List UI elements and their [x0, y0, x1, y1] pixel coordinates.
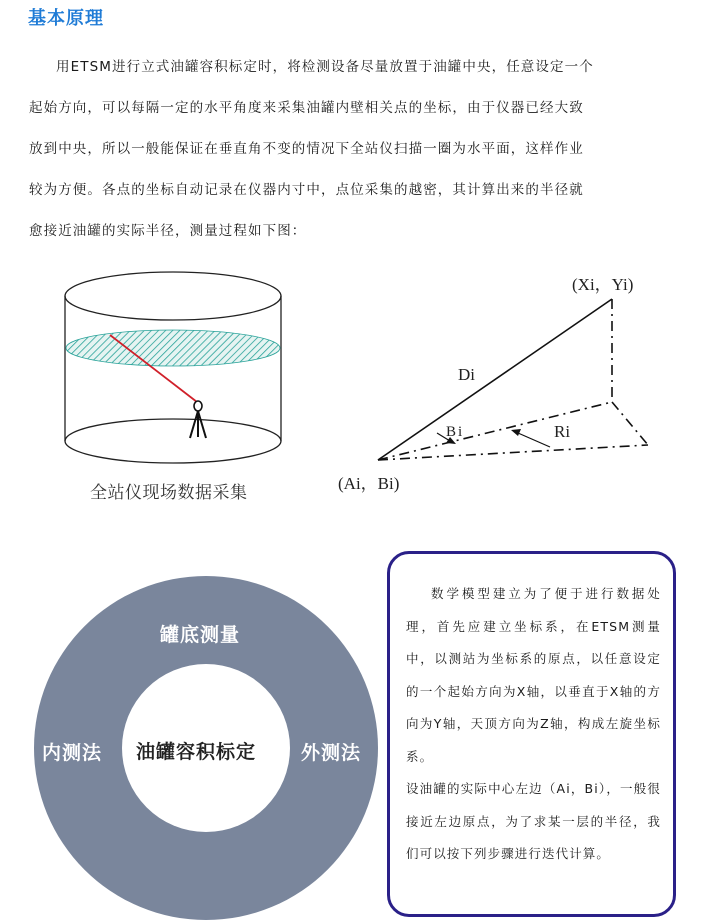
scan-plane — [66, 330, 280, 366]
section-title: 基本原理 — [28, 8, 104, 29]
ring-label-top: 罐底测量 — [160, 624, 241, 646]
label-radius: Ri — [554, 422, 571, 441]
ring-label-right: 外测法 — [301, 742, 362, 764]
label-origin-point: (Ai，Bi) — [338, 474, 400, 493]
tank-illustration — [65, 272, 281, 463]
ring-label-left: 内测法 — [42, 742, 103, 764]
tank-top-ellipse — [65, 272, 281, 320]
paragraph-line: 愈接近油罐的实际半径，测量过程如下图： — [29, 223, 307, 239]
measurement-diagram — [0, 255, 714, 515]
paragraph-line: 用ETSM进行立式油罐容积标定时，将检测设备尽量放置于油罐中央，任意设定一个 — [56, 59, 594, 75]
label-top-point: (Xi，Yi) — [572, 275, 634, 294]
right-edge-dashed-line — [612, 402, 648, 445]
radius-arrow — [518, 433, 550, 447]
tank-caption: 全站仪现场数据采集 — [90, 483, 248, 503]
paragraph-line: 起始方向，可以每隔一定的水平角度来采集油罐内壁相关点的坐标，由于仪器已经大致 — [29, 100, 584, 116]
intro-paragraph — [29, 47, 679, 252]
triangle-figure — [338, 275, 648, 493]
info-text-2: 设油罐的实际中心左边（Ai，Bi），一般很接近左边原点，为了求某一层的半径，我们可以按下列步骤进行迭代计算。 — [406, 781, 661, 861]
label-angle: Bi — [446, 424, 465, 440]
info-box — [387, 551, 676, 917]
hypotenuse-line — [378, 299, 612, 460]
info-text-1: 数学模型建立为了便于进行数据处理，首先应建立坐标系，在ETSM测量中，以测站为坐标系的原点，以任意设定的一个起始方向为X轴，以垂直于X轴的方向为Y轴，天顶方向为Z轴，构成左旋坐标系。 — [406, 586, 661, 764]
lower-base-dashed-line — [378, 445, 648, 460]
radius-arrowhead — [511, 429, 521, 436]
paragraph-line: 放到中央，所以一般能保证在垂直角不变的情况下全站仪扫描一圈为水平面，这样作业 — [29, 141, 584, 157]
paragraph-line: 较为方便。各点的坐标自动记录在仪器内寸中，点位采集的越密，其计算出来的半径就 — [29, 182, 584, 198]
upper-base-dashed-line — [378, 402, 612, 460]
tank-bottom-ellipse — [65, 419, 281, 463]
ring-center-label: 油罐容积标定 — [136, 741, 257, 763]
label-hypotenuse: Di — [458, 365, 475, 384]
